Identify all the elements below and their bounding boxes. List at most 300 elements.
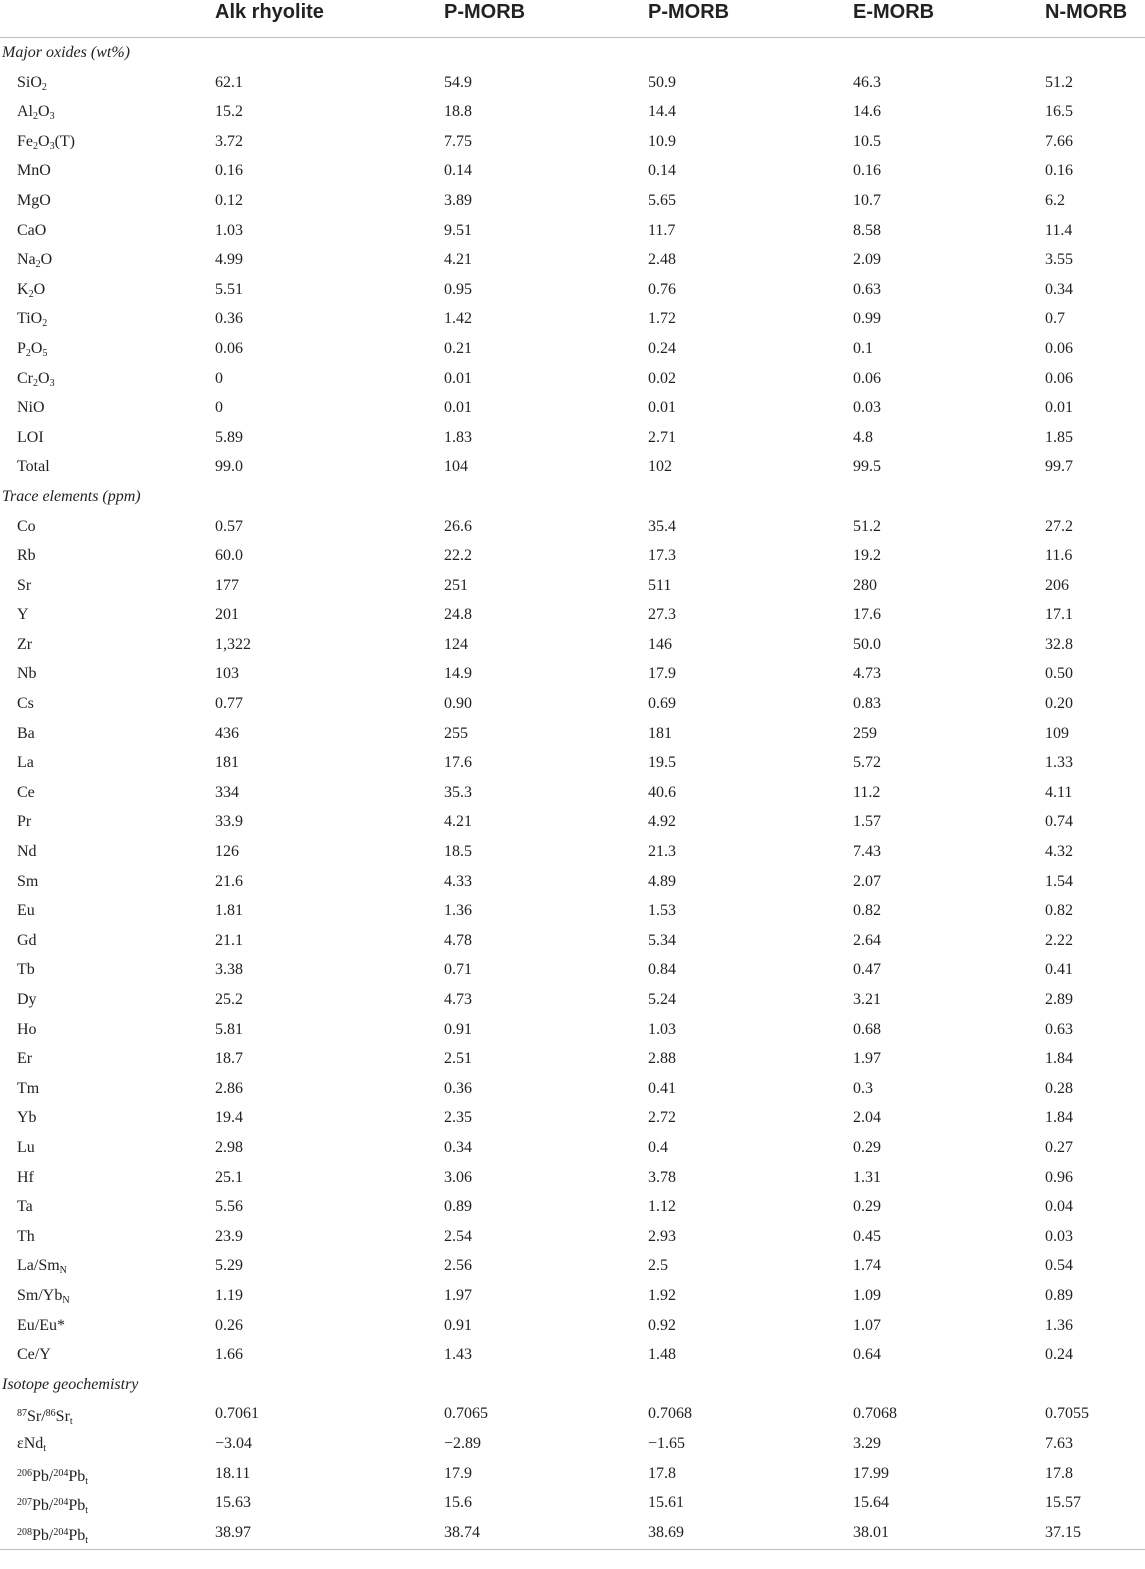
cell-n-morb: 0.96 — [1045, 1168, 1073, 1186]
cell-alk-rhyolite: 5.29 — [215, 1257, 243, 1275]
cell-p-morb-2: 0.69 — [648, 695, 676, 713]
cell-p-morb-1: 0.7065 — [444, 1405, 488, 1423]
table-row — [0, 452, 1145, 482]
cell-alk-rhyolite: −3.04 — [215, 1434, 253, 1452]
table-row — [0, 867, 1145, 897]
cell-alk-rhyolite: 201 — [215, 606, 239, 624]
cell-p-morb-1: 9.51 — [444, 221, 472, 239]
cell-alk-rhyolite: 33.9 — [215, 813, 243, 831]
cell-n-morb: 0.63 — [1045, 1020, 1073, 1038]
cell-p-morb-1: 2.35 — [444, 1109, 472, 1127]
cell-p-morb-2: 0.14 — [648, 162, 676, 180]
table-row — [0, 541, 1145, 571]
cell-p-morb-1: 1.43 — [444, 1346, 472, 1364]
table-row — [0, 304, 1145, 334]
cell-n-morb: 0.50 — [1045, 665, 1073, 683]
cell-n-morb: 1.33 — [1045, 754, 1073, 772]
table-row — [0, 1103, 1145, 1133]
row-label: $La/Sm_N$ — [17, 1257, 67, 1277]
cell-alk-rhyolite: 103 — [215, 665, 239, 683]
cell-alk-rhyolite: 0.57 — [215, 517, 243, 535]
cell-n-morb: 0.03 — [1045, 1227, 1073, 1245]
cell-alk-rhyolite: 0.26 — [215, 1316, 243, 1334]
row-label: La — [17, 754, 34, 772]
row-label: Th — [17, 1227, 35, 1245]
cell-e-morb: 2.04 — [853, 1109, 881, 1127]
cell-e-morb: 51.2 — [853, 517, 881, 535]
row-label: Eu/Eu* — [17, 1316, 65, 1334]
cell-p-morb-1: 4.78 — [444, 931, 472, 949]
cell-n-morb: 7.63 — [1045, 1434, 1073, 1452]
section-title: Major oxides (wt%) — [2, 44, 130, 61]
cell-e-morb: 38.01 — [853, 1523, 889, 1541]
cell-alk-rhyolite: 23.9 — [215, 1227, 243, 1245]
cell-p-morb-2: 2.5 — [648, 1257, 668, 1275]
cell-e-morb: 0.7068 — [853, 1405, 897, 1423]
table-row — [0, 423, 1145, 453]
cell-p-morb-2: 11.7 — [648, 221, 676, 239]
row-label: Tm — [17, 1079, 40, 1097]
cell-e-morb: 19.2 — [853, 547, 881, 565]
cell-e-morb: 0.03 — [853, 399, 881, 417]
cell-p-morb-2: 0.92 — [648, 1316, 676, 1334]
column-header-alk-rhyolite: Alk rhyolite — [215, 1, 324, 23]
table-row — [0, 1133, 1145, 1163]
cell-p-morb-2: 1.53 — [648, 902, 676, 920]
cell-p-morb-2: 2.88 — [648, 1050, 676, 1068]
cell-alk-rhyolite: 0.7061 — [215, 1405, 259, 1423]
cell-n-morb: 11.6 — [1045, 547, 1073, 565]
cell-p-morb-2: 3.78 — [648, 1168, 676, 1186]
cell-e-morb: 14.6 — [853, 103, 881, 121]
cell-e-morb: 4.8 — [853, 428, 873, 446]
cell-alk-rhyolite: 1.03 — [215, 221, 243, 239]
table-row — [0, 512, 1145, 542]
cell-n-morb: 0.28 — [1045, 1079, 1073, 1097]
cell-p-morb-1: 124 — [444, 635, 468, 653]
cell-e-morb: 1.57 — [853, 813, 881, 831]
cell-p-morb-1: 1.97 — [444, 1286, 472, 1304]
cell-alk-rhyolite: 181 — [215, 754, 239, 772]
table-header — [0, 0, 1145, 38]
cell-p-morb-2: 0.7068 — [648, 1405, 692, 1423]
cell-p-morb-2: 17.8 — [648, 1464, 676, 1482]
cell-p-morb-1: 2.54 — [444, 1227, 472, 1245]
cell-p-morb-1: 2.56 — [444, 1257, 472, 1275]
row-label: LOI — [17, 428, 44, 446]
cell-p-morb-1: 26.6 — [444, 517, 472, 535]
table-row — [0, 156, 1145, 186]
cell-p-morb-2: 1.48 — [648, 1346, 676, 1364]
cell-n-morb: 2.22 — [1045, 931, 1073, 949]
table-row — [0, 1429, 1145, 1459]
cell-p-morb-1: 2.51 — [444, 1050, 472, 1068]
cell-p-morb-1: 17.9 — [444, 1464, 472, 1482]
cell-alk-rhyolite: 15.63 — [215, 1494, 251, 1512]
cell-p-morb-2: 2.48 — [648, 251, 676, 269]
table-row — [0, 659, 1145, 689]
row-label: Zr — [17, 635, 33, 653]
table-row — [0, 68, 1145, 98]
table-row — [0, 364, 1145, 394]
cell-e-morb: 0.83 — [853, 695, 881, 713]
table-row — [0, 600, 1145, 630]
cell-alk-rhyolite: 99.0 — [215, 458, 243, 476]
cell-n-morb: 1.85 — [1045, 428, 1073, 446]
cell-e-morb: 4.73 — [853, 665, 881, 683]
cell-alk-rhyolite: 0.36 — [215, 310, 243, 328]
cell-e-morb: 1.07 — [853, 1316, 881, 1334]
cell-e-morb: 0.29 — [853, 1198, 881, 1216]
row-label: Pr — [17, 813, 32, 831]
cell-n-morb: 0.04 — [1045, 1198, 1073, 1216]
cell-alk-rhyolite: 2.86 — [215, 1079, 243, 1097]
cell-n-morb: 0.06 — [1045, 339, 1073, 357]
cell-e-morb: 0.29 — [853, 1138, 881, 1156]
cell-e-morb: 0.3 — [853, 1079, 873, 1097]
cell-p-morb-1: 38.74 — [444, 1523, 480, 1541]
cell-alk-rhyolite: 126 — [215, 843, 239, 861]
cell-p-morb-1: 1.36 — [444, 902, 472, 920]
row-label: Sr — [17, 576, 32, 594]
cell-e-morb: 0.68 — [853, 1020, 881, 1038]
cell-alk-rhyolite: 38.97 — [215, 1523, 251, 1541]
cell-n-morb: 0.34 — [1045, 280, 1073, 298]
table-row — [0, 630, 1145, 660]
cell-n-morb: 0.41 — [1045, 961, 1073, 979]
section-header-row — [0, 38, 1145, 68]
cell-p-morb-2: 2.72 — [648, 1109, 676, 1127]
cell-n-morb: 2.89 — [1045, 991, 1073, 1008]
cell-n-morb: 37.15 — [1045, 1523, 1081, 1541]
table-row — [0, 837, 1145, 867]
cell-p-morb-1: −2.89 — [444, 1434, 482, 1452]
cell-p-morb-1: 3.89 — [444, 191, 472, 209]
cell-p-morb-1: 14.9 — [444, 665, 472, 683]
cell-p-morb-2: 0.76 — [648, 280, 676, 298]
cell-e-morb: 1.31 — [853, 1168, 881, 1186]
cell-alk-rhyolite: 62.1 — [215, 73, 243, 91]
cell-p-morb-2: 2.93 — [648, 1227, 676, 1245]
cell-n-morb: 27.2 — [1045, 517, 1073, 535]
cell-p-morb-1: 0.90 — [444, 695, 472, 713]
cell-p-morb-2: 5.34 — [648, 931, 676, 949]
cell-n-morb: 0.54 — [1045, 1257, 1073, 1275]
row-label: NiO — [17, 399, 45, 417]
table-row — [0, 1281, 1145, 1311]
section-header-row — [0, 482, 1145, 512]
cell-p-morb-2: 27.3 — [648, 606, 676, 624]
cell-n-morb: 51.2 — [1045, 73, 1073, 91]
cell-p-morb-1: 4.21 — [444, 251, 472, 269]
cell-e-morb: 99.5 — [853, 458, 881, 476]
table-row — [0, 807, 1145, 837]
cell-e-morb: 0.99 — [853, 310, 881, 328]
cell-alk-rhyolite: 436 — [215, 724, 239, 742]
cell-n-morb: 99.7 — [1045, 458, 1073, 476]
cell-alk-rhyolite: 3.38 — [215, 961, 243, 979]
cell-e-morb: 5.72 — [853, 754, 881, 772]
cell-p-morb-1: 0.91 — [444, 1316, 472, 1334]
cell-n-morb: 0.89 — [1045, 1286, 1073, 1304]
cell-e-morb: 0.47 — [853, 961, 881, 979]
cell-e-morb: 17.99 — [853, 1464, 889, 1482]
cell-p-morb-2: 1.92 — [648, 1286, 676, 1304]
table-row — [0, 748, 1145, 778]
cell-n-morb: 0.74 — [1045, 813, 1073, 831]
row-label: $K_2O$ — [17, 280, 46, 300]
cell-p-morb-2: 35.4 — [648, 517, 676, 535]
cell-alk-rhyolite: 3.72 — [215, 132, 243, 150]
table-row — [0, 926, 1145, 956]
row-label: Dy — [17, 991, 37, 1008]
table-row — [0, 1251, 1145, 1281]
cell-p-morb-2: 1.72 — [648, 310, 676, 328]
cell-e-morb: 0.45 — [853, 1227, 881, 1245]
table-row — [0, 1488, 1145, 1518]
cell-p-morb-1: 24.8 — [444, 606, 472, 624]
cell-n-morb: 1.54 — [1045, 872, 1073, 890]
cell-p-morb-2: 4.92 — [648, 813, 676, 831]
cell-alk-rhyolite: 15.2 — [215, 103, 243, 121]
cell-e-morb: 1.74 — [853, 1257, 881, 1275]
row-label: Nd — [17, 843, 37, 861]
cell-n-morb: 1.36 — [1045, 1316, 1073, 1334]
cell-alk-rhyolite: 1.66 — [215, 1346, 243, 1364]
cell-p-morb-1: 18.5 — [444, 843, 472, 861]
row-label: $Al_2O_3$ — [17, 103, 55, 123]
cell-e-morb: 10.7 — [853, 191, 881, 209]
table-row — [0, 97, 1145, 127]
cell-p-morb-1: 251 — [444, 576, 468, 594]
column-header-e-morb: E-MORB — [853, 1, 935, 23]
cell-p-morb-2: −1.65 — [648, 1434, 686, 1452]
row-label: Gd — [17, 931, 37, 949]
table-bottom-rule — [0, 1549, 1145, 1550]
cell-p-morb-2: 21.3 — [648, 843, 676, 861]
cell-n-morb: 109 — [1045, 724, 1069, 742]
table-row — [0, 186, 1145, 216]
cell-e-morb: 46.3 — [853, 73, 881, 91]
cell-p-morb-1: 22.2 — [444, 547, 472, 565]
cell-e-morb: 0.63 — [853, 280, 881, 298]
row-label: $Sm/Yb_N$ — [17, 1286, 70, 1306]
row-label: Cs — [17, 695, 34, 713]
row-label: Rb — [17, 547, 36, 565]
cell-p-morb-2: 38.69 — [648, 1523, 684, 1541]
cell-p-morb-1: 3.06 — [444, 1168, 472, 1186]
cell-p-morb-1: 7.75 — [444, 132, 472, 150]
cell-e-morb: 1.97 — [853, 1050, 881, 1068]
row-label: Y — [17, 606, 29, 624]
cell-alk-rhyolite: 0.06 — [215, 339, 243, 357]
cell-p-morb-2: 1.12 — [648, 1198, 676, 1216]
cell-p-morb-1: 0.01 — [444, 369, 472, 387]
cell-p-morb-2: 15.61 — [648, 1494, 684, 1512]
cell-n-morb: 17.8 — [1045, 1464, 1073, 1482]
cell-p-morb-1: 0.71 — [444, 961, 472, 979]
cell-n-morb: 16.5 — [1045, 103, 1073, 121]
cell-p-morb-2: 4.89 — [648, 872, 676, 890]
cell-e-morb: 1.09 — [853, 1286, 881, 1304]
cell-e-morb: 11.2 — [853, 783, 881, 801]
cell-e-morb: 0.16 — [853, 162, 881, 180]
table-row — [0, 1192, 1145, 1222]
cell-e-morb: 259 — [853, 724, 877, 742]
row-label: Eu — [17, 902, 35, 920]
cell-n-morb: 3.55 — [1045, 251, 1073, 269]
cell-p-morb-1: 255 — [444, 724, 468, 742]
cell-e-morb: 280 — [853, 576, 877, 594]
row-label: Tb — [17, 961, 35, 979]
cell-p-morb-1: 4.21 — [444, 813, 472, 831]
row-label: $P_2O_5$ — [17, 339, 48, 359]
cell-n-morb: 7.66 — [1045, 132, 1073, 150]
cell-e-morb: 10.5 — [853, 132, 881, 150]
cell-n-morb: 6.2 — [1045, 191, 1065, 209]
row-label: Ba — [17, 724, 35, 742]
cell-e-morb: 50.0 — [853, 635, 881, 653]
cell-e-morb: 15.64 — [853, 1494, 889, 1512]
cell-alk-rhyolite: 19.4 — [215, 1109, 243, 1127]
column-header-p-morb-1: P-MORB — [444, 1, 526, 23]
cell-n-morb: 17.1 — [1045, 606, 1073, 624]
cell-n-morb: 0.7055 — [1045, 1405, 1089, 1423]
table-row — [0, 955, 1145, 985]
cell-p-morb-2: 19.5 — [648, 754, 676, 772]
table-body — [0, 38, 1145, 1547]
cell-p-morb-2: 511 — [648, 576, 672, 594]
table-row — [0, 1518, 1145, 1548]
row-label: $Fe_2O_3(T)$ — [17, 132, 75, 152]
cell-e-morb: 8.58 — [853, 221, 881, 239]
cell-p-morb-2: 5.24 — [648, 991, 676, 1008]
cell-p-morb-1: 0.14 — [444, 162, 472, 180]
table-row — [0, 1074, 1145, 1104]
table-row — [0, 1459, 1145, 1489]
cell-e-morb: 0.06 — [853, 369, 881, 387]
cell-p-morb-2: 1.03 — [648, 1020, 676, 1038]
row-label: Total — [17, 458, 50, 476]
cell-p-morb-2: 181 — [648, 724, 672, 742]
row-label: MnO — [17, 162, 51, 180]
section-header-row — [0, 1370, 1145, 1400]
row-label: $^{208}Pb/^{204}Pb_t$ — [17, 1526, 89, 1546]
table-row — [0, 571, 1145, 601]
cell-n-morb: 4.11 — [1045, 783, 1073, 801]
cell-p-morb-2: 40.6 — [648, 783, 676, 801]
table-row — [0, 245, 1145, 275]
cell-p-morb-1: 18.8 — [444, 103, 472, 121]
cell-alk-rhyolite: 2.98 — [215, 1138, 243, 1156]
row-label: Ho — [17, 1020, 37, 1038]
row-label: Er — [17, 1050, 33, 1068]
cell-p-morb-1: 0.01 — [444, 399, 472, 417]
table-row — [0, 1222, 1145, 1252]
cell-alk-rhyolite: 4.99 — [215, 251, 243, 269]
row-label: SiO$_2$ — [17, 73, 47, 93]
section-title: Isotope geochemistry — [2, 1375, 139, 1393]
table-row — [0, 1044, 1145, 1074]
cell-alk-rhyolite: 18.7 — [215, 1050, 243, 1068]
table-row — [0, 719, 1145, 749]
table-row — [0, 985, 1145, 1015]
cell-e-morb: 3.21 — [853, 991, 881, 1008]
cell-alk-rhyolite: 25.2 — [215, 991, 243, 1008]
cell-p-morb-1: 17.6 — [444, 754, 472, 772]
cell-n-morb: 0.16 — [1045, 162, 1073, 180]
cell-alk-rhyolite: 5.56 — [215, 1198, 243, 1216]
cell-e-morb: 0.64 — [853, 1346, 881, 1364]
cell-alk-rhyolite: 1.81 — [215, 902, 243, 920]
cell-p-morb-1: 4.33 — [444, 872, 472, 890]
cell-n-morb: 0.27 — [1045, 1138, 1073, 1156]
cell-alk-rhyolite: 0 — [215, 369, 223, 387]
cell-e-morb: 2.64 — [853, 931, 881, 949]
cell-alk-rhyolite: 5.81 — [215, 1020, 243, 1038]
row-label: Ce/Y — [17, 1346, 51, 1364]
cell-p-morb-2: 0.41 — [648, 1079, 676, 1097]
cell-alk-rhyolite: 21.6 — [215, 872, 243, 890]
table-row — [0, 275, 1145, 305]
cell-p-morb-2: 0.4 — [648, 1138, 668, 1156]
row-label: Nb — [17, 665, 37, 683]
cell-n-morb: 4.32 — [1045, 843, 1073, 861]
cell-p-morb-2: 5.65 — [648, 191, 676, 209]
cell-p-morb-1: 0.36 — [444, 1079, 472, 1097]
column-header-p-morb-2: P-MORB — [648, 1, 730, 23]
row-label: $Na_2O$ — [17, 251, 53, 271]
cell-p-morb-1: 1.83 — [444, 428, 472, 446]
cell-p-morb-2: 0.01 — [648, 399, 676, 417]
cell-p-morb-2: 17.3 — [648, 547, 676, 565]
cell-alk-rhyolite: 334 — [215, 783, 239, 801]
cell-p-morb-1: 0.21 — [444, 339, 472, 357]
cell-n-morb: 0.24 — [1045, 1346, 1073, 1364]
cell-e-morb: 7.43 — [853, 843, 881, 861]
cell-n-morb: 1.84 — [1045, 1050, 1073, 1068]
row-label: Hf — [17, 1168, 34, 1186]
cell-p-morb-1: 4.73 — [444, 991, 472, 1008]
row-label: εNd$_t$ — [17, 1434, 47, 1454]
row-label: Lu — [17, 1138, 35, 1156]
cell-p-morb-2: 102 — [648, 458, 672, 476]
row-label: CaO — [17, 221, 47, 239]
table-row — [0, 127, 1145, 157]
cell-e-morb: 17.6 — [853, 606, 881, 624]
table-row — [0, 1340, 1145, 1370]
cell-p-morb-1: 35.3 — [444, 783, 472, 801]
cell-alk-rhyolite: 21.1 — [215, 931, 243, 949]
cell-n-morb: 0.01 — [1045, 399, 1073, 417]
row-label: $^{87}Sr/^{86}Sr_t$ — [17, 1408, 73, 1428]
row-label: Co — [17, 517, 36, 535]
cell-p-morb-1: 0.34 — [444, 1138, 472, 1156]
table-row — [0, 1015, 1145, 1045]
cell-n-morb: 0.82 — [1045, 902, 1073, 920]
cell-n-morb: 32.8 — [1045, 635, 1073, 653]
row-label: $^{207}Pb/^{204}Pb_t$ — [17, 1497, 89, 1517]
cell-alk-rhyolite: 5.51 — [215, 280, 243, 298]
row-label: TiO$_2$ — [17, 310, 48, 330]
cell-p-morb-2: 17.9 — [648, 665, 676, 683]
row-label: MgO — [17, 191, 51, 209]
cell-n-morb: 206 — [1045, 576, 1069, 594]
cell-p-morb-1: 0.89 — [444, 1198, 472, 1216]
cell-p-morb-2: 14.4 — [648, 103, 676, 121]
row-label: Ta — [17, 1198, 33, 1216]
cell-p-morb-2: 10.9 — [648, 132, 676, 150]
